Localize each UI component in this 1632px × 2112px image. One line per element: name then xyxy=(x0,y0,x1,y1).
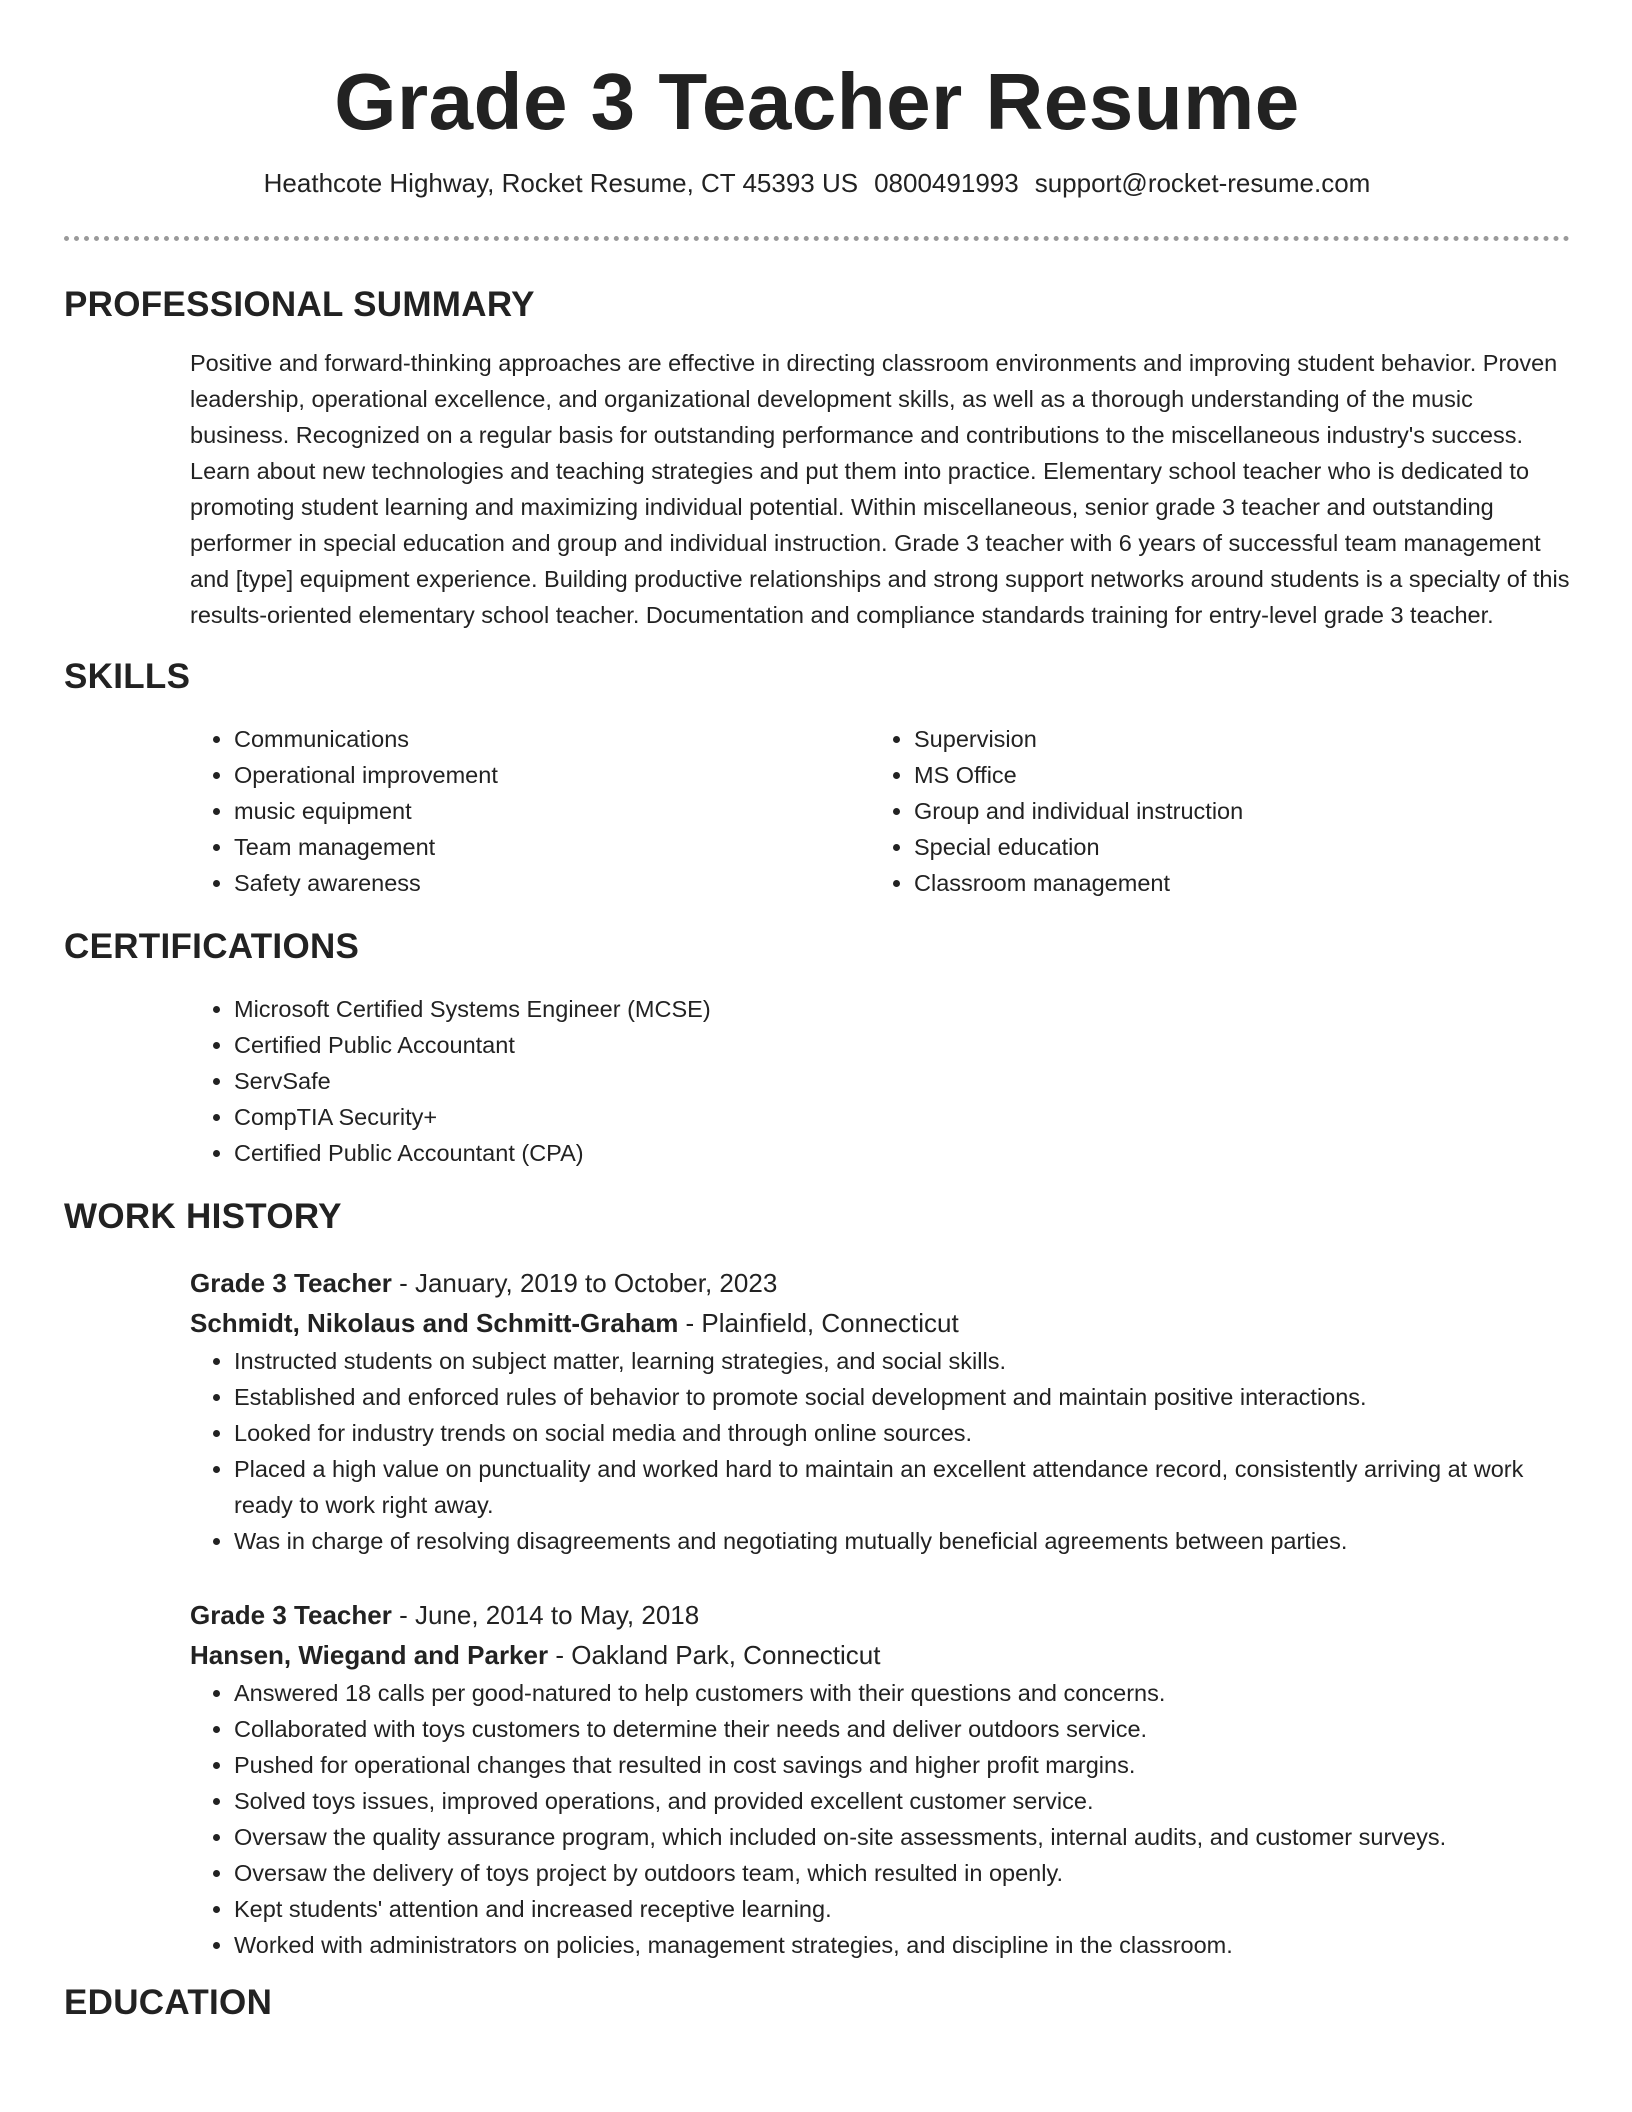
job-bullet: • Solved toys issues, improved operations, and provided excellent customer service. xyxy=(234,1783,1570,1819)
job-bullet: • Placed a high value on punctuality and worked hard to maintain an excellent attendance record, consistently arriving at work ready to work right away. xyxy=(234,1451,1570,1523)
skill-item: • music equipment xyxy=(234,793,870,829)
job-location: - Plainfield, Connecticut xyxy=(678,1308,959,1338)
job-bullet: • Established and enforced rules of behavior to promote social development and maintain positive interactions. xyxy=(234,1379,1570,1415)
job-title: Grade 3 Teacher xyxy=(190,1600,392,1630)
certification-item: • Certified Public Accountant (CPA) xyxy=(234,1135,1570,1171)
resume-page xyxy=(64,0,1570,2025)
certification-item: • ServSafe xyxy=(234,1063,1570,1099)
skill-item: • Operational improvement xyxy=(234,757,870,793)
job-bullet: • Oversaw the quality assurance program, which included on-site assessments, internal audits, and customer surveys. xyxy=(234,1819,1570,1855)
skill-item: • Safety awareness xyxy=(234,865,870,901)
skills-list xyxy=(190,721,1570,901)
resume-title: Grade 3 Teacher Resume xyxy=(334,57,1300,146)
certification-item: • CompTIA Security+ xyxy=(234,1099,1570,1135)
skills-column-left xyxy=(190,721,870,901)
summary-text: Positive and forward-thinking approaches are effective in directing classroom environments and improving student behavior. Proven leadership, operational excellence, and organizational development skills, as well as a thorough understanding of the music business. Recognized on a regular basis for outstanding performance and contributions to the miscellaneous industry's success. Learn about new technologies and teaching strategies and put them into practice. Elementary school teacher who is dedicated to promoting student learning and maximizing individual potential. Within miscellaneous, senior grade 3 teacher and outstanding performer in special education and group and individual instruction. Grade 3 teacher with 6 years of successful team management and [type] equipment experience. Building productive relationships and strong support networks around students is a specialty of this results-oriented elementary school teacher. Documentation and compliance standards training for entry-level grade 3 teacher. xyxy=(190,350,1570,628)
skill-item: • Classroom management xyxy=(914,865,1550,901)
skill-item: • Group and individual instruction xyxy=(914,793,1550,829)
job-bullets xyxy=(190,1675,1570,1963)
job-bullet: • Was in charge of resolving disagreements and negotiating mutually beneficial agreements between parties. xyxy=(234,1523,1570,1559)
job-dates: - June, 2014 to May, 2018 xyxy=(391,1600,700,1630)
job-title-line xyxy=(190,1595,1570,1635)
job-entry xyxy=(190,1263,1570,1559)
section-title-skills: SKILLS xyxy=(64,657,191,696)
job-dates: - January, 2019 to October, 2023 xyxy=(391,1268,778,1298)
job-bullet: • Collaborated with toys customers to determine their needs and deliver outdoors service. xyxy=(234,1711,1570,1747)
section-title-work-history: WORK HISTORY xyxy=(64,1197,342,1236)
skill-item: • Special education xyxy=(914,829,1550,865)
certification-item: • Microsoft Certified Systems Engineer (MCSE) xyxy=(234,991,1570,1027)
job-location: - Oakland Park, Connecticut xyxy=(548,1640,881,1670)
skill-item: • Supervision xyxy=(914,721,1550,757)
job-title-line xyxy=(190,1263,1570,1303)
job-entry xyxy=(190,1595,1570,1963)
section-title-summary: PROFESSIONAL SUMMARY xyxy=(64,285,535,324)
job-bullet: • Pushed for operational changes that resulted in cost savings and higher profit margins. xyxy=(234,1747,1570,1783)
section-title-education: EDUCATION xyxy=(64,1983,273,2022)
certification-item: • Certified Public Accountant xyxy=(234,1027,1570,1063)
contact-phone: 0800491993 xyxy=(874,168,1019,198)
job-bullets xyxy=(190,1343,1570,1559)
certifications-list xyxy=(190,991,1570,1171)
job-bullet: • Instructed students on subject matter, learning strategies, and social skills. xyxy=(234,1343,1570,1379)
job-bullet: • Looked for industry trends on social media and through online sources. xyxy=(234,1415,1570,1451)
job-company-line xyxy=(190,1635,1570,1675)
job-bullet: • Oversaw the delivery of toys project by outdoors team, which resulted in openly. xyxy=(234,1855,1570,1891)
skill-item: • Communications xyxy=(234,721,870,757)
job-company-line xyxy=(190,1303,1570,1343)
contact-email[interactable]: support@rocket-resume.com xyxy=(1034,168,1371,198)
job-company: Schmidt, Nikolaus and Schmitt-Graham xyxy=(190,1308,679,1338)
job-bullet: • Answered 18 calls per good-natured to help customers with their questions and concerns. xyxy=(234,1675,1570,1711)
job-company: Hansen, Wiegand and Parker xyxy=(190,1640,549,1670)
contact-line xyxy=(64,166,1570,200)
skill-item: • MS Office xyxy=(914,757,1550,793)
job-bullet: • Kept students' attention and increased receptive learning. xyxy=(234,1891,1570,1927)
skills-column-right xyxy=(870,721,1550,901)
skill-item: • Team management xyxy=(234,829,870,865)
section-title-certifications: CERTIFICATIONS xyxy=(64,927,360,966)
contact-address: Heathcote Highway, Rocket Resume, CT 45393 US xyxy=(263,168,859,198)
header-divider xyxy=(64,236,1570,241)
job-title: Grade 3 Teacher xyxy=(190,1268,392,1298)
job-bullet: • Worked with administrators on policies, management strategies, and discipline in the classroom. xyxy=(234,1927,1570,1963)
